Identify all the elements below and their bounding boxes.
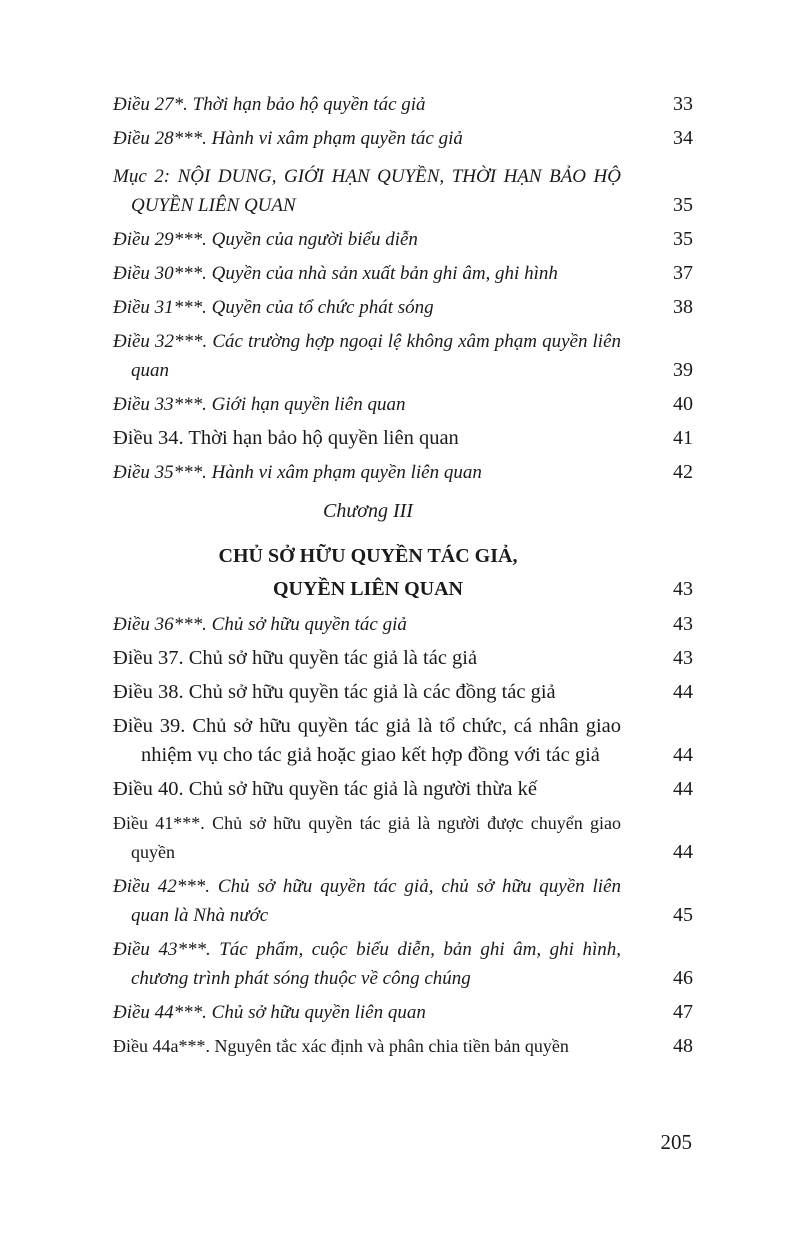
toc-entry-page: 42 — [673, 461, 693, 483]
toc-entry — [113, 293, 693, 322]
toc-entry — [113, 644, 693, 673]
toc-entry-page: 35 — [673, 228, 693, 250]
toc-entry — [113, 390, 693, 419]
toc-entry — [113, 775, 693, 804]
toc-entry-title: Điều 35***. Hành vi xâm phạm quyền liên quan — [113, 462, 482, 483]
toc-entry-title: Điều 44a***. Nguyên tắc xác định và phân chia tiền bản quyền — [113, 1036, 569, 1056]
toc-entry — [113, 259, 693, 288]
toc-entry-title: Điều 39. Chủ sở hữu quyền tác giả là tổ chức, cá nhân giao nhiệm vụ cho tác giả hoặc giao kết hợp đồng với tác giả — [113, 715, 621, 766]
toc-entry — [113, 712, 693, 770]
chapter-title-line-2: QUYỀN LIÊN QUAN — [272, 578, 464, 600]
table-of-contents — [113, 90, 693, 1066]
toc-entry-page: 44 — [673, 681, 693, 703]
toc-entry-page: 39 — [673, 359, 693, 381]
toc-entry — [113, 610, 693, 639]
toc-entry-page: 47 — [673, 1001, 693, 1023]
toc-entry — [113, 90, 693, 119]
toc-entry-page: 34 — [673, 127, 693, 149]
toc-entry-page: 38 — [673, 296, 693, 318]
toc-entry-title: Điều 29***. Quyền của người biểu diễn — [113, 229, 418, 250]
toc-entry — [113, 809, 693, 867]
toc-entry-title: Điều 40. Chủ sở hữu quyền tác giả là người thừa kế — [113, 778, 537, 800]
toc-entry-title: Điều 31***. Quyền của tổ chức phát sóng — [113, 297, 434, 318]
toc-entry-title: Điều 38. Chủ sở hữu quyền tác giả là các đồng tác giả — [113, 681, 556, 703]
toc-group-c — [113, 610, 693, 1061]
toc-entry-title: Điều 30***. Quyền của nhà sản xuất bản ghi âm, ghi hình — [113, 263, 558, 284]
chapter-label: Chương III — [323, 500, 413, 522]
toc-entry-page: 41 — [673, 427, 693, 449]
toc-section-heading — [113, 162, 693, 220]
toc-entry-page: 45 — [673, 904, 693, 926]
toc-entry — [113, 458, 693, 487]
toc-entry-title: Điều 42***. Chủ sở hữu quyền tác giả, chủ sở hữu quyền liên quan là Nhà nước — [113, 876, 621, 926]
toc-group-a — [113, 90, 693, 153]
toc-entry-title: Điều 28***. Hành vi xâm phạm quyền tác giả — [113, 128, 463, 149]
toc-entry-page: 48 — [673, 1035, 693, 1057]
toc-entry-page: 44 — [673, 778, 693, 800]
toc-entry — [113, 998, 693, 1027]
chapter-title — [113, 540, 693, 606]
toc-entry-title: Điều 37. Chủ sở hữu quyền tác giả là tác giả — [113, 647, 478, 669]
toc-entry-page: 44 — [673, 744, 693, 766]
toc-entry-page: 43 — [673, 613, 693, 635]
toc-entry — [113, 424, 693, 453]
toc-group-b — [113, 225, 693, 487]
toc-entry-page: 35 — [673, 194, 693, 216]
toc-entry-title: Điều 44***. Chủ sở hữu quyền liên quan — [113, 1002, 426, 1023]
toc-entry-title: Mục 2: NỘI DUNG, GIỚI HẠN QUYỀN, THỜI HẠN BẢO HỘ QUYỀN LIÊN QUAN — [113, 166, 621, 216]
page-number: 205 — [660, 1130, 692, 1154]
toc-entry-page: 40 — [673, 393, 693, 415]
toc-entry — [113, 935, 693, 993]
toc-entry — [113, 225, 693, 254]
toc-entry-title: Điều 36***. Chủ sở hữu quyền tác giả — [113, 614, 407, 635]
toc-entry-title: Điều 33***. Giới hạn quyền liên quan — [113, 394, 406, 415]
toc-entry-page: 43 — [673, 647, 693, 669]
toc-entry-title: Điều 32***. Các trường hợp ngoại lệ không xâm phạm quyền liên quan — [113, 331, 621, 381]
toc-entry-title: Điều 43***. Tác phẩm, cuộc biểu diễn, bản ghi âm, ghi hình, chương trình phát sóng thuộc về công chúng — [113, 939, 621, 989]
chapter-title-line-1: CHỦ SỞ HỮU QUYỀN TÁC GIẢ, — [218, 545, 518, 567]
toc-entry — [113, 124, 693, 153]
toc-entry — [113, 327, 693, 385]
chapter-page: 43 — [673, 578, 693, 600]
toc-entry-page: 37 — [673, 262, 693, 284]
toc-entry-page: 44 — [673, 841, 693, 863]
toc-entry — [113, 872, 693, 930]
toc-entry-page: 33 — [673, 93, 693, 115]
toc-entry-title: Điều 27*. Thời hạn bảo hộ quyền tác giả — [113, 94, 426, 115]
toc-entry-page: 46 — [673, 967, 693, 989]
toc-entry-title: Điều 34. Thời hạn bảo hộ quyền liên quan — [113, 427, 459, 449]
toc-entry-title: Điều 41***. Chủ sở hữu quyền tác giả là người được chuyển giao quyền — [113, 813, 621, 862]
toc-entry — [113, 678, 693, 707]
toc-entry — [113, 1032, 693, 1061]
